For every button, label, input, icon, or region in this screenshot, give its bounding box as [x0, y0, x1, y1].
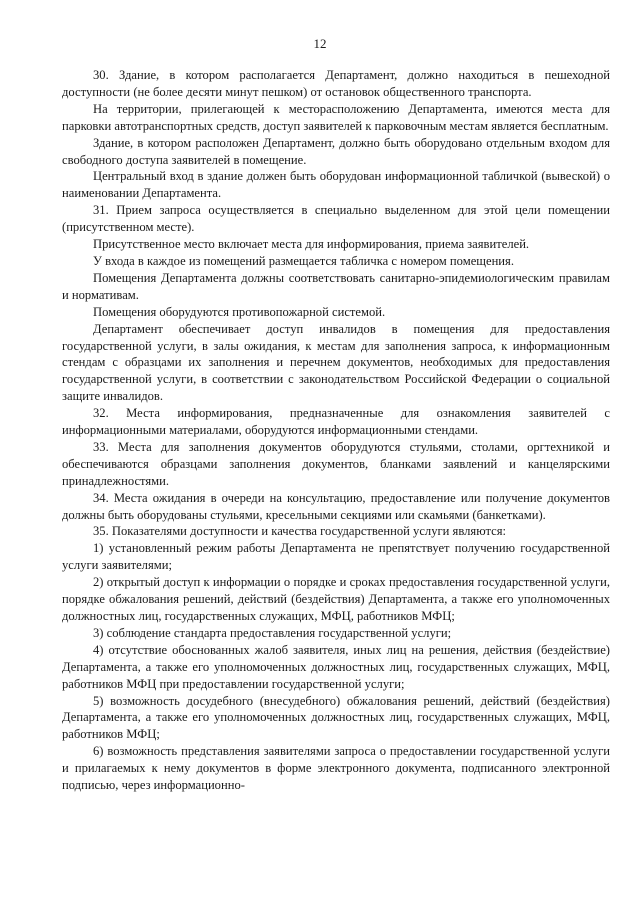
paragraph-parking: На территории, прилегающей к месторасположению Департамента, имеются места для парковки автотранспортных средств, доступ заявителей к парковочным местам является бесплатным. — [62, 101, 610, 133]
paragraph-35: 35. Показателями доступности и качества государственной услуги являются: — [93, 524, 506, 539]
paragraph-sanitary: Помещения Департамента должны соответствовать санитарно-эпидемиологическим правилам и нормативам. — [62, 270, 610, 302]
paragraph-entrance: Здание, в котором расположен Департамент, должно быть оборудовано отдельным входом для свободного доступа заявителей в помещение. — [62, 135, 610, 167]
paragraph-room-plate: У входа в каждое из помещений размещается табличка с номером помещения. — [93, 253, 514, 268]
paragraph-signboard: Центральный вход в здание должен быть оборудован информационной табличкой (вывеской) о наименовании Департамента. — [62, 169, 610, 201]
list-item-2: 2) открытый доступ к информации о порядке и сроках предоставления государственной услуги, порядке обжалования решений, действий (бездействия) Департамента, а также его уполномоченных должностных лиц, государственных служащих, МФЦ, работников МФЦ; — [62, 575, 610, 623]
document-body — [62, 67, 610, 794]
paragraph-34: 34. Места ожидания в очереди на консультацию, предоставление или получение документов должны быть оборудованы стульями, кресельными секциями или скамьями (банкетками). — [62, 490, 610, 522]
paragraph-fire-system: Помещения оборудуются противопожарной системой. — [93, 304, 386, 319]
paragraph-30: 30. Здание, в котором располагается Департамент, должно находиться в пешеходной доступности (не более десяти минут пешком) от остановок общественного транспорта. — [62, 68, 610, 99]
paragraph-disabled-access: Департамент обеспечивает доступ инвалидов в помещения для предоставления государственной услуги, в залы ожидания, к местам для заполнения запроса, к информационным стендам с образцами их заполнения и перечнем документов, необходимых для предоставления государственной услуги, в соответствии с законодательством Российской Федерации о социальной защите инвалидов. — [62, 321, 610, 404]
list-item-3: 3) соблюдение стандарта предоставления государственной услуги; — [93, 625, 452, 640]
list-item-4: 4) отсутствие обоснованных жалоб заявителя, иных лиц на решения, действия (бездействие) Департамента, а также его уполномоченных должностных лиц, государственных служащих, МФЦ, работников МФЦ при предоставлении государственной услуги; — [62, 642, 610, 691]
page-number: 12 — [313, 36, 327, 51]
paragraph-reception-place: Присутственное место включает места для информирования, приема заявителей. — [93, 237, 530, 252]
paragraph-32: 32. Места информирования, предназначенные для ознакомления заявителей с информационными материалами, оборудуются информационными стендами. — [62, 406, 610, 438]
paragraph-31: 31. Прием запроса осуществляется в специально выделенном для этой цели помещении (присутственном месте). — [62, 203, 610, 235]
list-item-5: 5) возможность досудебного (внесудебного) обжалования решений, действий (бездействия) Департамента, а также его уполномоченных должностных лиц, государственных служащих, МФЦ, работников МФЦ; — [62, 693, 610, 742]
list-item-1: 1) установленный режим работы Департамента не препятствует получению государственной услуги заявителями; — [62, 541, 610, 573]
paragraph-33: 33. Места для заполнения документов оборудуются стульями, столами, оргтехникой и обеспечиваются образцами заполнения документов, бланками заявлений и канцелярскими принадлежностями. — [62, 439, 610, 488]
list-item-6: 6) возможность представления заявителями запроса о предоставлении государственной услуги и прилагаемых к нему документов в форме электронного документа, подписанного электронной подписью, через информационно- — [62, 744, 610, 793]
